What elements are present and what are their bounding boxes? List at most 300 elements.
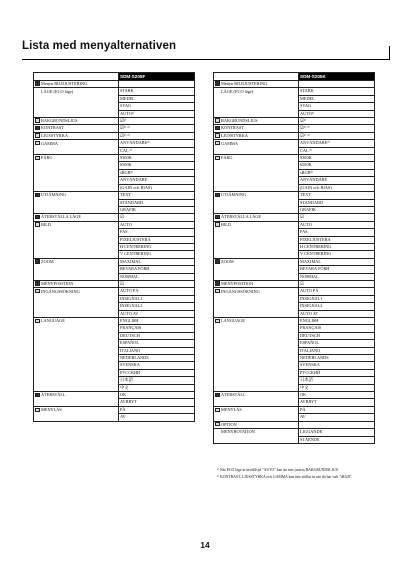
menu-item-icon: [215, 408, 220, 412]
menu-item-cell: [34, 303, 119, 310]
menu-item-cell: [34, 310, 119, 317]
table-row: [34, 221, 195, 228]
menu-option-cell: (GAIN och BIAS): [299, 184, 375, 191]
table-row: [214, 266, 375, 273]
menu-item-cell: [214, 414, 299, 421]
model-header: SDM-S205K: [299, 73, 375, 81]
menu-item-icon: [215, 156, 220, 160]
menu-option-cell: 中文: [119, 384, 195, 391]
menu-item-label: MENYROTATION: [221, 429, 255, 435]
menu-option-cell: V CENTRERING: [299, 251, 375, 258]
menu-item-icon: [35, 141, 40, 145]
menu-option-cell: AV: [299, 414, 375, 421]
menu-item-icon: [35, 259, 40, 263]
table-row: [34, 332, 195, 339]
menu-option-cell: 中文: [299, 384, 375, 391]
menu-item-cell: [214, 399, 299, 406]
table-row: [214, 162, 375, 169]
menu-option-cell: INSIGNAL1: [299, 295, 375, 302]
menu-item-cell: [214, 103, 299, 110]
menu-option-cell: STANDARD: [119, 199, 195, 206]
menu-item-cell: [214, 95, 299, 102]
menu-item-label: OPTION: [221, 421, 237, 427]
menu-item-label: LJUSSTYRKA: [221, 132, 248, 138]
menu-option-cell: AUTO AV: [119, 310, 195, 317]
menu-item-icon: [215, 222, 220, 226]
menu-option-cell: PIXELJUSTERA: [119, 236, 195, 243]
menu-option-cell: sRGB²⁾: [119, 169, 195, 176]
menu-item-cell: [34, 414, 119, 421]
table-row: [214, 295, 375, 302]
menu-option-cell: PÅ: [119, 406, 195, 413]
menu-item-cell: [214, 184, 299, 191]
title-rule-edge: [389, 46, 390, 59]
menu-item-cell: [34, 95, 119, 102]
menu-item-cell: [214, 214, 299, 221]
table-row: [34, 280, 195, 287]
menu-option-cell: FAS: [299, 229, 375, 236]
menu-item-cell: [214, 192, 299, 199]
menu-item-cell: [214, 377, 299, 384]
table-row: [214, 280, 375, 287]
table-row: [214, 399, 375, 406]
menu-item-label: GAMMA: [221, 140, 238, 146]
menu-option-cell: NEDERLANDS: [119, 355, 195, 362]
menu-item-cell: [214, 132, 299, 139]
table-row: [34, 340, 195, 347]
menu-option-cell: AUTO PÅ: [119, 288, 195, 295]
menu-item-cell: [214, 118, 299, 125]
table-row: [214, 273, 375, 280]
table-row: [214, 421, 375, 428]
table-row: [34, 288, 195, 295]
menu-option-cell: ITALIANO: [119, 347, 195, 354]
table-row: [214, 103, 375, 110]
menu-item-label: Menyn BILDJUSTERING: [41, 81, 88, 86]
menu-item-cell: [34, 273, 119, 280]
table-row: [214, 118, 375, 125]
menu-option-cell: FRANÇAIS: [119, 325, 195, 332]
menu-item-label: MENYLÅS: [41, 407, 62, 413]
menu-item-icon: [35, 222, 40, 226]
menu-item-icon: [215, 422, 220, 426]
menu-option-cell: ENGLISH: [119, 318, 195, 325]
menu-option-cell: OK: [299, 392, 375, 399]
menu-option-cell: 日本語: [299, 377, 375, 384]
footnote-2: ²⁾ KONTRAST, LJUSSTYRKA och GAMMA kan inte ställas in när du har valt "sRGB".: [217, 475, 353, 479]
menu-item-cell: [34, 140, 119, 147]
menu-item-cell: [34, 169, 119, 176]
menu-item-label: BAKGRUNDSLJUS: [221, 118, 258, 124]
menu-item-cell: [214, 140, 299, 147]
menu-item-icon: [215, 259, 220, 263]
menu-option-cell: [299, 421, 375, 428]
menu-option-cell: ☑¹⁾ ²⁾: [299, 125, 375, 132]
menu-item-cell: [214, 147, 299, 154]
menu-item-icon: [215, 319, 220, 323]
menu-item-cell: [34, 258, 119, 265]
menu-option-cell: NEDERLANDS: [299, 355, 375, 362]
menu-item-cell: [214, 236, 299, 243]
menu-item-cell: [214, 340, 299, 347]
menu-option-cell: AVBRYT: [299, 399, 375, 406]
table-row: [214, 310, 375, 317]
table-row: [214, 199, 375, 206]
menu-item-cell: [214, 169, 299, 176]
menu-option-cell: H CENTRERING: [299, 243, 375, 250]
menu-option-cell: AUTO PÅ: [299, 288, 375, 295]
menu-item-icon: [215, 289, 220, 293]
menu-option-cell: РУССКИЙ: [119, 369, 195, 376]
table-row: [34, 125, 195, 132]
menu-item-label: ÅTERSTÄLLA LÄGE: [221, 214, 261, 220]
menu-option-cell: ☑: [119, 280, 195, 287]
menu-option-cell: ANVÄNDARE: [299, 177, 375, 184]
menu-option-cell: PIXELJUSTERA: [299, 236, 375, 243]
table-row: [34, 140, 195, 147]
table-row: [214, 318, 375, 325]
menu-item-cell: [214, 81, 299, 88]
menu-item-cell: [214, 288, 299, 295]
menu-item-label: MENYPOSITION: [41, 280, 74, 286]
menu-item-cell: [214, 177, 299, 184]
menu-option-cell: OK: [119, 392, 195, 399]
menu-item-cell: [214, 355, 299, 362]
menu-item-cell: [34, 110, 119, 117]
menu-item-cell: [34, 280, 119, 287]
title-rule: [22, 59, 390, 60]
menu-item-cell: [214, 251, 299, 258]
menu-item-icon: [35, 319, 40, 323]
menu-option-cell: V CENTRERING: [119, 251, 195, 258]
menu-option-cell: GRAFIK: [299, 206, 375, 213]
menu-item-cell: [34, 399, 119, 406]
table-row: [214, 377, 375, 384]
menu-item-cell: [34, 369, 119, 376]
table-row: [214, 169, 375, 176]
table-row: [34, 199, 195, 206]
table-row: [214, 206, 375, 213]
menu-option-cell: NORMAL: [119, 273, 195, 280]
menu-option-cell: ☑: [299, 280, 375, 287]
table-row: [34, 184, 195, 191]
menu-item-cell: [214, 384, 299, 391]
table-row: [34, 310, 195, 317]
menu-option-cell: AVBRYT: [119, 399, 195, 406]
menu-item-cell: [34, 177, 119, 184]
menu-option-cell: AV: [119, 414, 195, 421]
menu-option-cell: FRANÇAIS: [299, 325, 375, 332]
table-row: [214, 332, 375, 339]
table-row: [214, 340, 375, 347]
footnote-1: ¹⁾ När ECO läge är inställt på "AUTO" kan du inte justera BAKGRUNDSLJUS.: [217, 468, 339, 472]
menu-item-cell: [34, 81, 119, 88]
menu-option-cell: AUTO AV: [299, 310, 375, 317]
menu-option-cell: STANDARD: [299, 199, 375, 206]
menu-item-cell: [34, 162, 119, 169]
menu-item-icon: [35, 408, 40, 412]
menu-item-cell: [214, 155, 299, 162]
table-row: [214, 355, 375, 362]
menu-option-cell: MAXIMAL: [299, 258, 375, 265]
table-row: [34, 214, 195, 221]
menu-item-cell: [34, 406, 119, 413]
menu-item-label: ÅTERSTÄLL: [41, 392, 66, 398]
menu-item-label: UTJÄMNING: [221, 192, 247, 198]
table-row: [214, 392, 375, 399]
menu-option-cell: ☑: [119, 214, 195, 221]
menu-option-cell: ANVÄNDARE²⁾: [299, 140, 375, 147]
menu-option-cell: ☑¹⁾: [119, 118, 195, 125]
menu-item-cell: [214, 221, 299, 228]
menu-item-cell: [214, 258, 299, 265]
menu-item-icon: [35, 156, 40, 160]
menu-item-cell: [214, 318, 299, 325]
menu-item-label: FÄRG: [221, 155, 233, 161]
menu-option-cell: 9300K: [119, 155, 195, 162]
menu-option-cell: ESPAÑOL: [119, 340, 195, 347]
menu-item-cell: [214, 280, 299, 287]
table-row: [214, 184, 375, 191]
menu-option-cell: BEVARA FÖRH: [119, 266, 195, 273]
menu-option-cell: INSIGNAL2: [119, 303, 195, 310]
menu-item-cell: [34, 362, 119, 369]
menu-table-left: [33, 72, 195, 422]
menu-item-label: LÄGE (ECO läge): [41, 88, 74, 94]
table-row: [34, 325, 195, 332]
menu-item-label: LJUSSTYRKA: [41, 132, 68, 138]
table-row: [214, 155, 375, 162]
menu-item-cell: [34, 332, 119, 339]
menu-item-label: ÅTERSTÄLLA LÄGE: [41, 214, 81, 220]
menu-option-cell: MAXIMAL: [119, 258, 195, 265]
menu-item-label: BAKGRUNDSLJUS: [41, 118, 78, 124]
menu-option-cell: TEXT: [119, 192, 195, 199]
table-row: [214, 406, 375, 413]
menu-option-cell: STARK: [299, 88, 375, 95]
menu-item-cell: [214, 362, 299, 369]
menu-item-cell: [34, 147, 119, 154]
menu-item-cell: [34, 118, 119, 125]
table-row: [34, 81, 195, 88]
table-row: [214, 147, 375, 154]
table-row: [34, 362, 195, 369]
page-title: Lista med menyalternativen: [22, 40, 177, 52]
menu-option-cell: GRAFIK: [119, 206, 195, 213]
menu-option-cell: ☑¹⁾ ²⁾: [299, 132, 375, 139]
menu-item-cell: [34, 266, 119, 273]
menu-option-cell: FAS: [119, 229, 195, 236]
footnotes: [217, 468, 387, 482]
menu-item-icon: [215, 281, 220, 285]
menu-item-icon: [215, 393, 220, 397]
menu-item-icon: [215, 141, 220, 145]
menu-option-cell: AUTO: [299, 221, 375, 228]
menu-item-cell: [34, 347, 119, 354]
table-row: [34, 155, 195, 162]
table-row: [214, 214, 375, 221]
menu-option-cell: ☑¹⁾ ²⁾: [119, 132, 195, 139]
menu-item-label: KONTRAST: [41, 125, 64, 131]
table-row: [214, 221, 375, 228]
table-row: [214, 88, 375, 95]
menu-item-icon: [215, 193, 220, 197]
table-row: [34, 103, 195, 110]
menu-item-cell: [34, 229, 119, 236]
menu-item-cell: [34, 251, 119, 258]
menu-item-cell: [214, 273, 299, 280]
header-blank-cell: [34, 73, 119, 81]
menu-item-cell: [34, 377, 119, 384]
table-row: [214, 110, 375, 117]
menu-option-cell: (GAIN och BIAS): [119, 184, 195, 191]
table-row: [34, 266, 195, 273]
menu-option-cell: 日本語: [119, 377, 195, 384]
menu-option-cell: PÅ: [299, 406, 375, 413]
table-row: [214, 362, 375, 369]
menu-item-cell: [214, 125, 299, 132]
menu-item-cell: [34, 206, 119, 213]
table-row: [214, 132, 375, 139]
menu-item-cell: [34, 132, 119, 139]
menu-item-cell: [34, 236, 119, 243]
table-row: [34, 147, 195, 154]
menu-item-cell: [214, 199, 299, 206]
menu-item-label: BILD: [221, 221, 232, 227]
menu-item-label: GAMMA: [41, 140, 58, 146]
table-row: [214, 95, 375, 102]
menu-item-cell: [34, 155, 119, 162]
model-header: SDM-S205F: [119, 73, 195, 81]
menu-item-cell: [214, 110, 299, 117]
menu-item-icon: [35, 126, 40, 130]
menu-item-label: Menyn BILDJUSTERING: [221, 81, 268, 86]
table-row: [214, 258, 375, 265]
menu-item-cell: [214, 436, 299, 443]
menu-option-cell: CAL ²⁾: [119, 147, 195, 154]
menu-option-cell: ANVÄNDARE²⁾: [119, 140, 195, 147]
menu-item-cell: [214, 266, 299, 273]
menu-option-cell: ENGLISH: [299, 318, 375, 325]
menu-item-cell: [34, 125, 119, 132]
menu-item-icon: [35, 393, 40, 397]
menu-item-cell: [34, 384, 119, 391]
menu-option-cell: DEUTSCH: [119, 332, 195, 339]
menu-option-cell: H CENTRERING: [119, 243, 195, 250]
menu-item-cell: [214, 406, 299, 413]
menu-item-label: KONTRAST: [221, 125, 244, 131]
table-row: [34, 377, 195, 384]
table-row: [34, 162, 195, 169]
table-row: [34, 406, 195, 413]
menu-option-cell: ITALIANO: [299, 347, 375, 354]
table-row: [34, 132, 195, 139]
menu-option-cell: 6500K: [299, 162, 375, 169]
table-row: [34, 355, 195, 362]
menu-item-cell: [34, 318, 119, 325]
menu-item-cell: [34, 392, 119, 399]
menu-item-icon: [215, 215, 220, 219]
table-row: [214, 436, 375, 443]
table-row: [34, 95, 195, 102]
table-row: [214, 125, 375, 132]
table-row: [214, 140, 375, 147]
table-row: [214, 303, 375, 310]
menu-item-label: ÅTERSTÄLL: [221, 392, 246, 398]
table-row: [34, 110, 195, 117]
table-row: [34, 414, 195, 421]
table-row: [214, 429, 375, 436]
table-row: [214, 229, 375, 236]
table-header-row: [34, 73, 195, 81]
table-header-row: [214, 73, 375, 81]
table-row: [34, 229, 195, 236]
table-row: [34, 303, 195, 310]
menu-item-label: INGÅNGSSÖKNING: [41, 288, 80, 294]
menu-item-icon: [35, 281, 40, 285]
menu-item-icon: [35, 81, 40, 85]
menu-option-cell: ANVÄNDARE: [119, 177, 195, 184]
table-row: [34, 258, 195, 265]
menu-item-label: MENYPOSITION: [221, 280, 254, 286]
table-row: [214, 369, 375, 376]
menu-item-cell: [34, 288, 119, 295]
menu-option-cell: TEXT: [299, 192, 375, 199]
menu-option-cell: SVENSKA: [119, 362, 195, 369]
table-row: [34, 318, 195, 325]
table-row: [214, 384, 375, 391]
menu-item-icon: [35, 215, 40, 219]
table-row: [34, 206, 195, 213]
table-row: [34, 295, 195, 302]
menu-item-label: LANGUAGE: [221, 318, 245, 324]
menu-option-cell: ESPAÑOL: [299, 340, 375, 347]
menu-item-cell: [34, 184, 119, 191]
menu-item-icon: [215, 81, 220, 85]
menu-option-cell: ☑: [299, 214, 375, 221]
menu-item-icon: [35, 133, 40, 137]
table-row: [34, 384, 195, 391]
menu-item-cell: [214, 229, 299, 236]
table-row: [34, 273, 195, 280]
menu-item-cell: [34, 243, 119, 250]
menu-item-cell: [214, 347, 299, 354]
table-row: [34, 399, 195, 406]
menu-item-cell: [214, 369, 299, 376]
table-row: [214, 192, 375, 199]
menu-item-label: ZOOM: [41, 259, 54, 264]
menu-item-cell: [214, 392, 299, 399]
menu-option-cell: ☑¹⁾: [299, 118, 375, 125]
menu-item-label: LANGUAGE: [41, 318, 65, 324]
menu-item-cell: [214, 332, 299, 339]
table-row: [34, 236, 195, 243]
menu-item-label: MENYLÅS: [221, 407, 242, 413]
menu-item-label: LÄGE (ECO läge): [221, 88, 254, 94]
menu-item-cell: [214, 162, 299, 169]
menu-item-icon: [215, 118, 220, 122]
menu-item-cell: [214, 206, 299, 213]
table-row: [214, 81, 375, 88]
menu-option-cell: MEDEL: [119, 95, 195, 102]
menu-option-cell: AUTO¹⁾: [119, 110, 195, 117]
menu-option-cell: [299, 81, 375, 88]
table-row: [214, 251, 375, 258]
menu-item-cell: [34, 295, 119, 302]
table-row: [214, 177, 375, 184]
menu-item-icon: [215, 133, 220, 137]
menu-option-cell: AUTO: [119, 221, 195, 228]
